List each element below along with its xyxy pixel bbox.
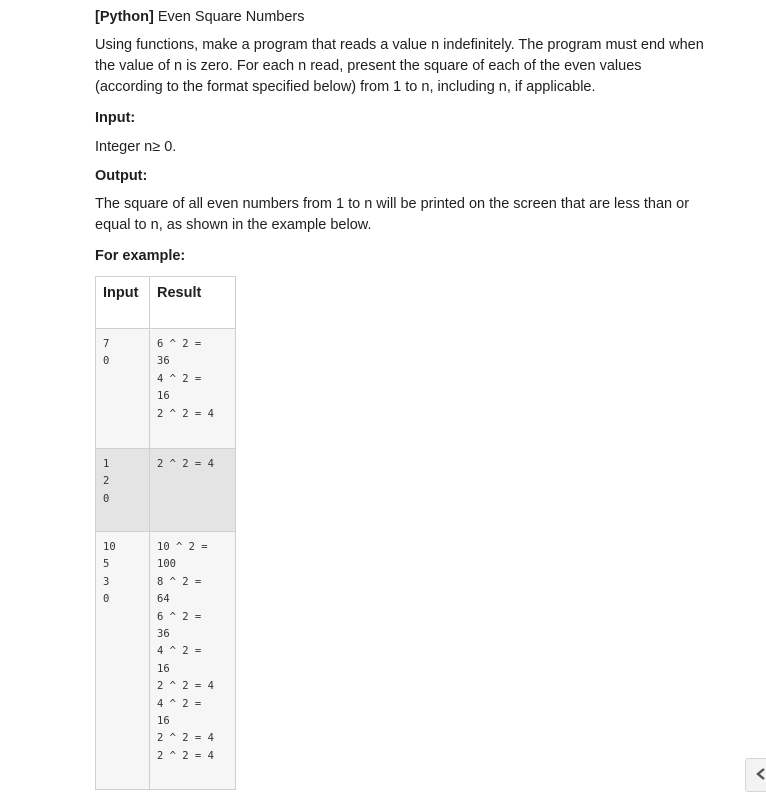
result-value: 10 ^ 2 = 100 8 ^ 2 = 64 6 ^ 2 = 36 4 ^ 2 = 16 2 ^ 2 = 4 4 ^ 2 = 16 2 ^ 2 = 4 2 ^ 2 = 4 <box>157 541 214 762</box>
input-cell <box>96 449 150 532</box>
language-tag: [Python] <box>95 9 154 25</box>
input-value: 7 0 <box>103 338 110 368</box>
header-result: Result <box>150 277 236 329</box>
result-cell <box>150 449 236 532</box>
problem-title <box>95 8 305 26</box>
problem-description: Using functions, make a program that reads a value n indefinitely. The program must end when the value of n is zero. For each n read, present the square of each of the even values (according to the format specified below) from 1 to n, including n, if applicable. <box>95 37 704 95</box>
example-table <box>95 276 236 790</box>
table-header-row <box>96 277 236 329</box>
table-row <box>96 449 236 532</box>
output-heading: Output: <box>95 168 148 184</box>
example-heading: For example: <box>95 248 186 264</box>
result-value: 6 ^ 2 = 36 4 ^ 2 = 16 2 ^ 2 = 4 <box>157 338 214 420</box>
input-cell <box>96 329 150 449</box>
table-row <box>96 532 236 790</box>
collapse-arrow-icon[interactable] <box>745 758 766 792</box>
result-value: 2 ^ 2 = 4 <box>157 458 214 470</box>
header-input: Input <box>96 277 150 329</box>
arrow-glyph <box>754 767 766 781</box>
result-cell <box>150 329 236 449</box>
input-value: 10 5 3 0 <box>103 541 116 606</box>
problem-name: Even Square Numbers <box>153 9 305 25</box>
input-value: 1 2 0 <box>103 458 110 505</box>
input-cell <box>96 532 150 790</box>
result-cell <box>150 532 236 790</box>
table-row <box>96 329 236 449</box>
input-description: Integer n≥ 0. <box>95 139 177 155</box>
input-heading: Input: <box>95 110 136 126</box>
output-description: The square of all even numbers from 1 to n will be printed on the screen that are less than or equal to n, as shown in the example below. <box>95 196 690 233</box>
